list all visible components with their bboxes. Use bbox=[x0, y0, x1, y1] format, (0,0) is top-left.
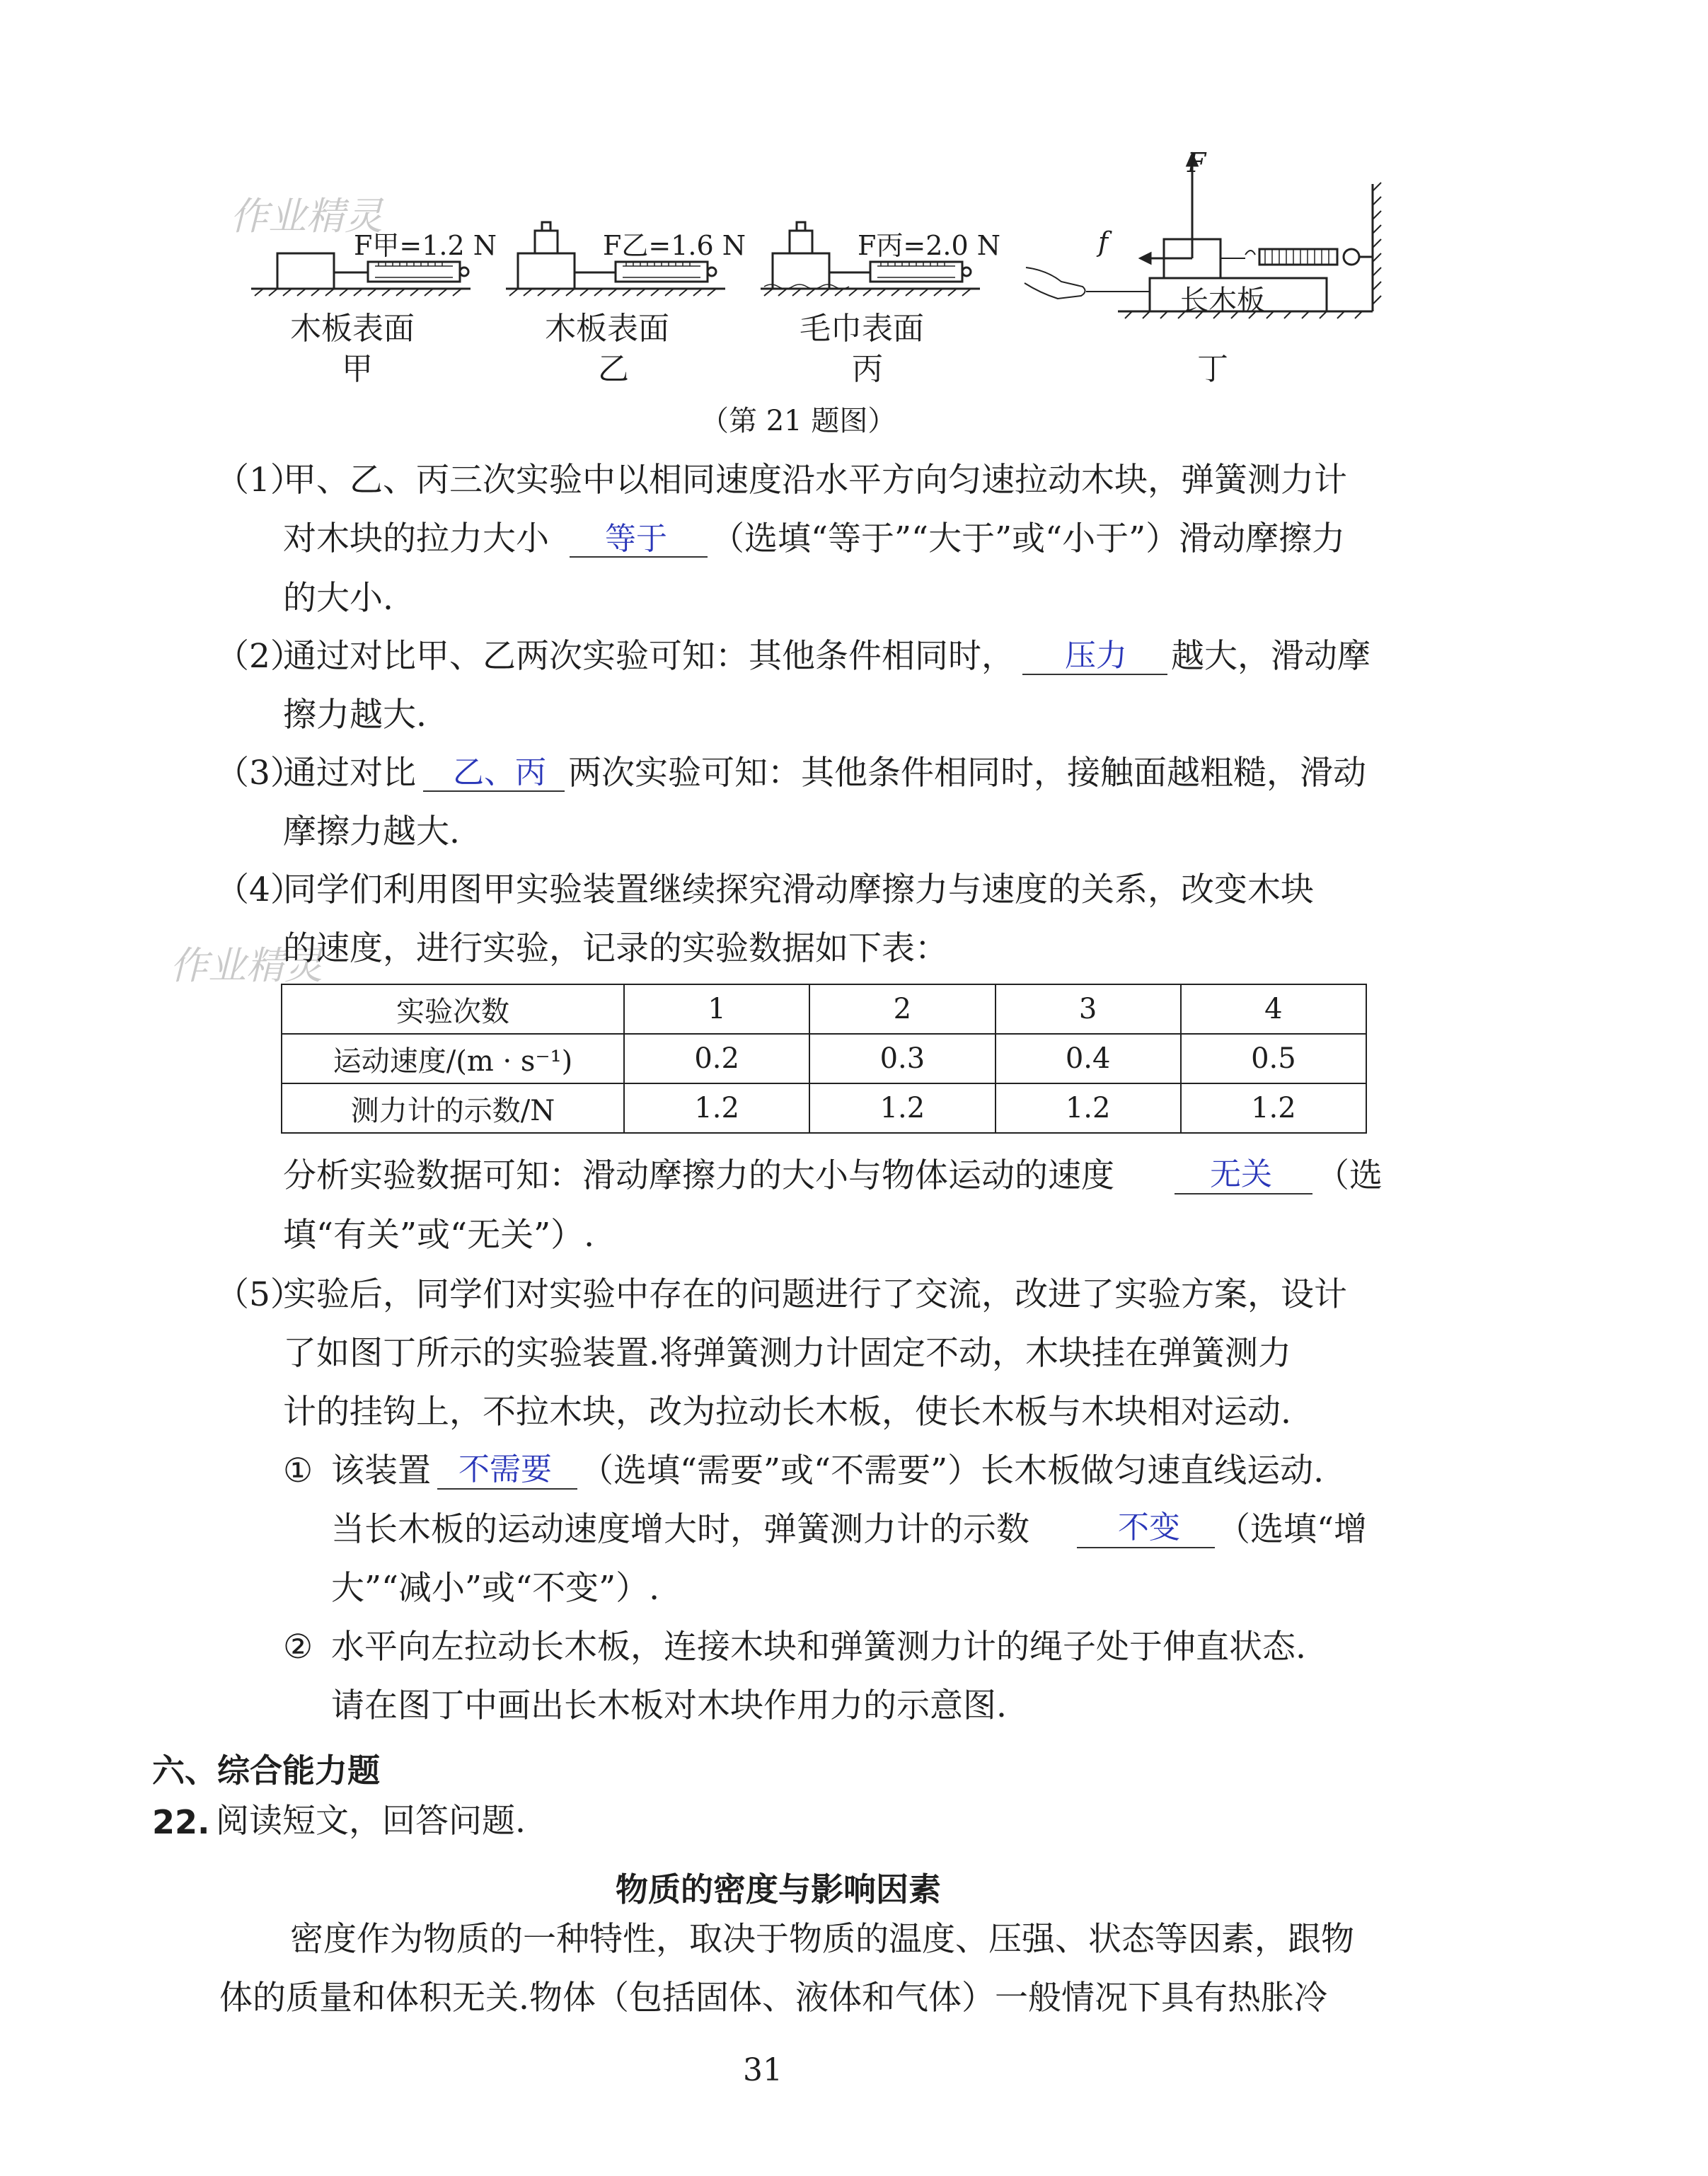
figure-caption: （第 21 题图） bbox=[700, 405, 896, 437]
force-label-f: f bbox=[1098, 226, 1109, 258]
table-cell: 2 bbox=[809, 984, 995, 1034]
panel-name-ding: 丁 bbox=[1197, 351, 1228, 387]
q22-number: 22. bbox=[152, 1803, 210, 1841]
q3-line2: 摩擦力越大. bbox=[283, 812, 460, 851]
q5-line2: 了如图丁所示的实验装置.将弹簧测力计固定不动，木块挂在弹簧测力 bbox=[283, 1334, 1291, 1373]
surface-label-yi: 木板表面 bbox=[545, 311, 669, 347]
table-cell: 3 bbox=[996, 984, 1181, 1034]
table-cell: 0.4 bbox=[996, 1034, 1181, 1083]
q3-answer: 乙、丙 bbox=[453, 754, 546, 790]
force-label-jia: F甲=1.2 N bbox=[354, 230, 497, 261]
table-cell: 测力计的示数/N bbox=[282, 1083, 624, 1133]
watermark-top: 作业精灵 bbox=[230, 194, 383, 238]
q5-sub1-number: ① bbox=[283, 1451, 313, 1490]
q5-number: （5） bbox=[216, 1275, 304, 1314]
force-label-yi: F乙=1.6 N bbox=[603, 230, 746, 261]
q4-line2: 的速度，进行实验，记录的实验数据如下表： bbox=[283, 929, 948, 968]
table-cell: 1.2 bbox=[996, 1083, 1181, 1133]
q5-sub1-c: 当长木板的运动速度增大时，弹簧测力计的示数 bbox=[331, 1510, 1029, 1549]
table-cell: 0.5 bbox=[1181, 1034, 1366, 1083]
section-heading: 六、综合能力题 bbox=[152, 1751, 380, 1790]
table-row bbox=[282, 1034, 1366, 1083]
q5-sub2-number: ② bbox=[283, 1628, 313, 1666]
article-line1: 密度作为物质的一种特性，取决于物质的温度、压强、状态等因素，跟物 bbox=[290, 1920, 1354, 1959]
q3-line1-b: 两次实验可知：其他条件相同时，接触面越粗糙，滑动 bbox=[568, 754, 1366, 793]
board-label: 长木板 bbox=[1180, 284, 1265, 317]
table-cell: 1 bbox=[624, 984, 809, 1034]
q2-line2: 擦力越大. bbox=[283, 696, 427, 735]
table-cell: 1.2 bbox=[809, 1083, 995, 1133]
table-cell: 运动速度/(m · s⁻¹) bbox=[282, 1034, 624, 1083]
q5-sub1-b: （选填“需要”或“不需要”）长木板做匀速直线运动. bbox=[580, 1451, 1325, 1490]
table-cell: 4 bbox=[1181, 984, 1366, 1034]
q1-line2-a: 对木块的拉力大小 bbox=[283, 519, 549, 558]
q1-line1: 甲、乙、丙三次实验中以相同速度沿水平方向匀速拉动木块，弹簧测力计 bbox=[283, 461, 1347, 500]
surface-label-jia: 木板表面 bbox=[290, 311, 415, 347]
table-row bbox=[282, 1083, 1366, 1133]
q5-sub2-a: 水平向左拉动长木板，连接木块和弹簧测力计的绳子处于伸直状态. bbox=[331, 1628, 1306, 1666]
q5-line3: 计的挂钩上，不拉木块，改为拉动长木板，使长木板与木块相对运动. bbox=[283, 1393, 1291, 1432]
q2-number: （2） bbox=[216, 637, 304, 676]
panel-name-yi: 乙 bbox=[598, 351, 629, 387]
q4-after-line1-b: （选 bbox=[1316, 1156, 1383, 1195]
article-title: 物质的密度与影响因素 bbox=[616, 1870, 941, 1909]
q4-after-line1-a: 分析实验数据可知：滑动摩擦力的大小与物体运动的速度 bbox=[283, 1156, 1114, 1195]
q5-sub1-blank2[interactable] bbox=[1077, 1547, 1215, 1548]
q5-sub1-answer1: 不需要 bbox=[458, 1451, 552, 1487]
q5-line1: 实验后，同学们对实验中存在的问题进行了交流，改进了实验方案，设计 bbox=[283, 1275, 1347, 1314]
q4-line1: 同学们利用图甲实验装置继续探究滑动摩擦力与速度的关系，改变木块 bbox=[283, 870, 1314, 909]
table-cell: 0.2 bbox=[624, 1034, 809, 1083]
watermark-middle: 作业精灵 bbox=[170, 943, 323, 988]
q2-line1-b: 越大，滑动摩 bbox=[1171, 637, 1371, 676]
table-cell: 1.2 bbox=[624, 1083, 809, 1133]
q1-answer: 等于 bbox=[605, 521, 667, 557]
q5-sub2-b: 请在图丁中画出长木板对木块作用力的示意图. bbox=[331, 1686, 1007, 1725]
q2-line1-a: 通过对比甲、乙两次实验可知：其他条件相同时， bbox=[283, 637, 1015, 676]
panel-name-bing: 丙 bbox=[852, 351, 883, 387]
q5-sub1-e: 大”“减小”或“不变”）. bbox=[331, 1569, 660, 1608]
force-label-F: F bbox=[1187, 147, 1206, 178]
table-cell: 1.2 bbox=[1181, 1083, 1366, 1133]
surface-label-bing: 毛巾表面 bbox=[800, 311, 924, 347]
q3-line1-a: 通过对比 bbox=[283, 754, 416, 793]
q1-line2-b: （选填“等于”“大于”或“小于”）滑动摩擦力 bbox=[711, 519, 1346, 558]
page-number: 31 bbox=[743, 2052, 783, 2088]
table-cell: 实验次数 bbox=[282, 984, 624, 1034]
q22-text: 阅读短文，回答问题. bbox=[216, 1802, 526, 1841]
table-cell: 0.3 bbox=[809, 1034, 995, 1083]
q4-answer: 无关 bbox=[1210, 1156, 1272, 1192]
q4-after-line2: 填“有关”或“无关”）. bbox=[283, 1216, 595, 1255]
experiment-data-table bbox=[281, 984, 1367, 1134]
q5-sub1-a: 该装置 bbox=[331, 1451, 431, 1490]
q5-sub1-answer2: 不变 bbox=[1118, 1509, 1180, 1545]
q3-number: （3） bbox=[216, 754, 304, 793]
article-line2: 体的质量和体积无关.物体（包括固体、液体和气体）一般情况下具有热胀冷 bbox=[219, 1979, 1327, 2017]
q5-sub1-d: （选填“增 bbox=[1217, 1510, 1368, 1549]
q1-line3: 的大小. bbox=[283, 579, 393, 618]
q1-number: （1） bbox=[216, 461, 304, 500]
table-row bbox=[282, 984, 1366, 1034]
panel-name-jia: 甲 bbox=[342, 351, 373, 387]
force-label-bing: F丙=2.0 N bbox=[858, 230, 1000, 261]
q4-number: （4） bbox=[216, 870, 304, 909]
q2-answer: 压力 bbox=[1065, 638, 1127, 674]
